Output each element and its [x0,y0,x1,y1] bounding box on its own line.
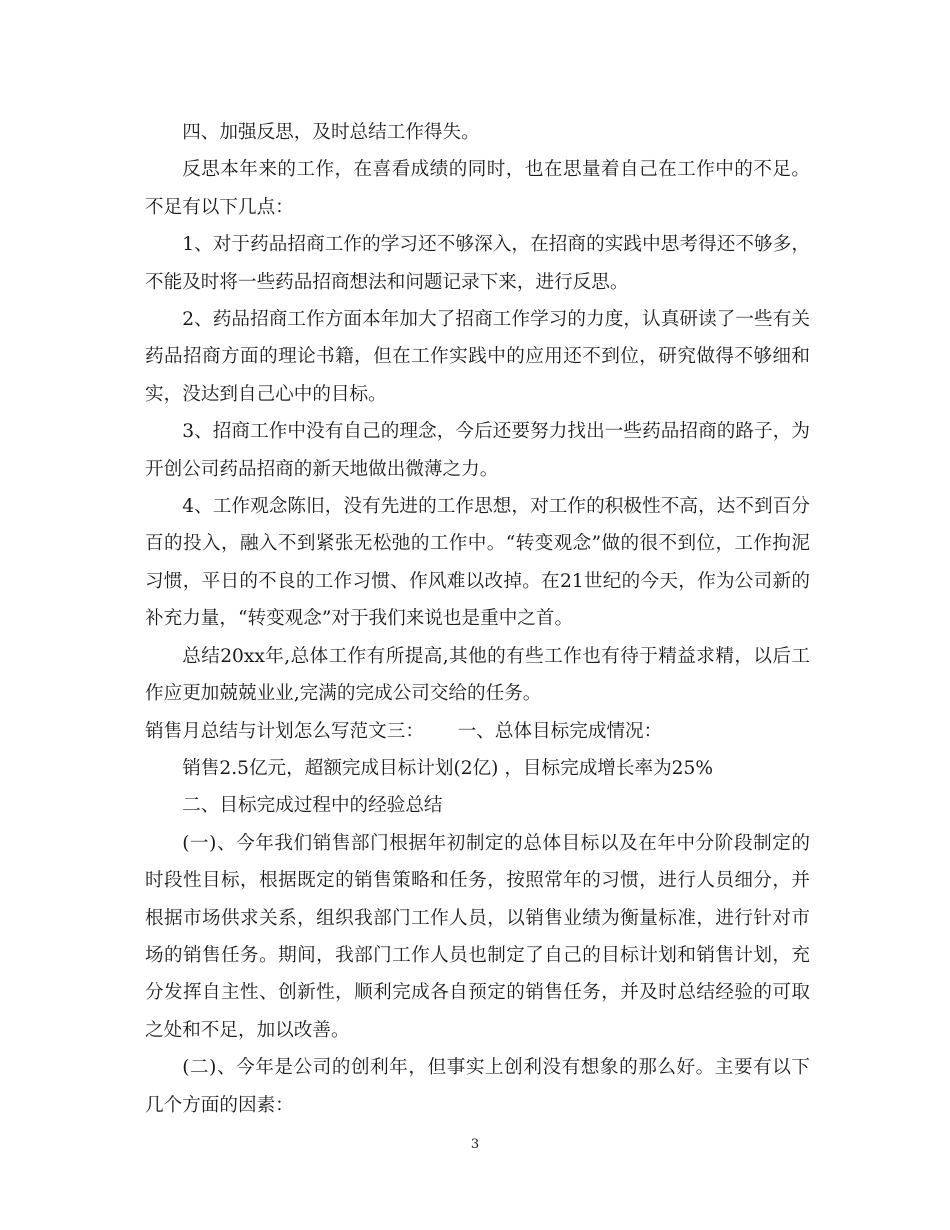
paragraph: 3、招商工作中没有自己的理念，今后还要努力找出一些药品招商的路子，为开创公司药品招商的新天地做出微薄之力。 [145,421,810,480]
paragraph: 总结20xx年,总体工作有所提高,其他的有些工作也有待于精益求精，以后工作应更加兢兢业业,完满的完成公司交给的任务。 [145,645,810,705]
paragraph: (一)、今年我们销售部门根据年初制定的总体目标以及在年中分阶段制定的时段性目标，根据既定的销售策略和任务，按照常年的习惯，进行人员细分，并根据市场供求关系，组织我部门工作人员，以销售业绩为衡量标准，进行针对市场的销售任务。期间，我部门工作人员也制定了自己的目标计划和销售计划，充分发挥自主性、创新性，顺利完成各自预定的销售任务，并及时总结经验的可取之处和不足，加以改善。 [145,832,810,1041]
section-heading: 二、目标完成过程中的经验总结 [182,795,443,817]
paragraph: (二)、今年是公司的创利年，但事实上创利没有想象的那么好。主要有以下几个方面的因素： [145,1057,810,1116]
paragraph: 2、药品招商工作方面本年加大了招商工作学习的力度，认真研读了一些有关药品招商方面的理论书籍，但在工作实践中的应用还不到位，研究做得不够细和实，没达到自己心中的目标。 [145,309,810,405]
page-number: 3 [470,1137,480,1152]
paragraph: 反思本年来的工作，在喜看成绩的同时，也在思量着自己在工作中的不足。不足有以下几点： [145,159,810,218]
section-heading: 销售月总结与计划怎么写范文三： 一、总体目标完成情况： [145,720,663,742]
document-body [145,114,810,1124]
paragraph: 1、对于药品招商工作的学习还不够深入，在招商的实践中思考得还不够多，不能及时将一些药品招商想法和问题记录下来，进行反思。 [145,234,810,293]
paragraph: 4、工作观念陈旧，没有先进的工作思想，对工作的积极性不高，达不到百分百的投入，融入不到紧张无松弛的工作中。“转变观念”做的很不到位，工作拘泥习惯，平日的不良的工作习惯、作风难以改掉。在21世纪的今天，作为公司新的补充力量，“转变观念”对于我们来说也是重中之首。 [145,496,810,630]
paragraph: 四、加强反思，及时总结工作得失。 [182,122,480,143]
paragraph: 销售2.5亿元，超额完成目标计划(2亿) ，目标完成增长率为25% [182,757,713,779]
